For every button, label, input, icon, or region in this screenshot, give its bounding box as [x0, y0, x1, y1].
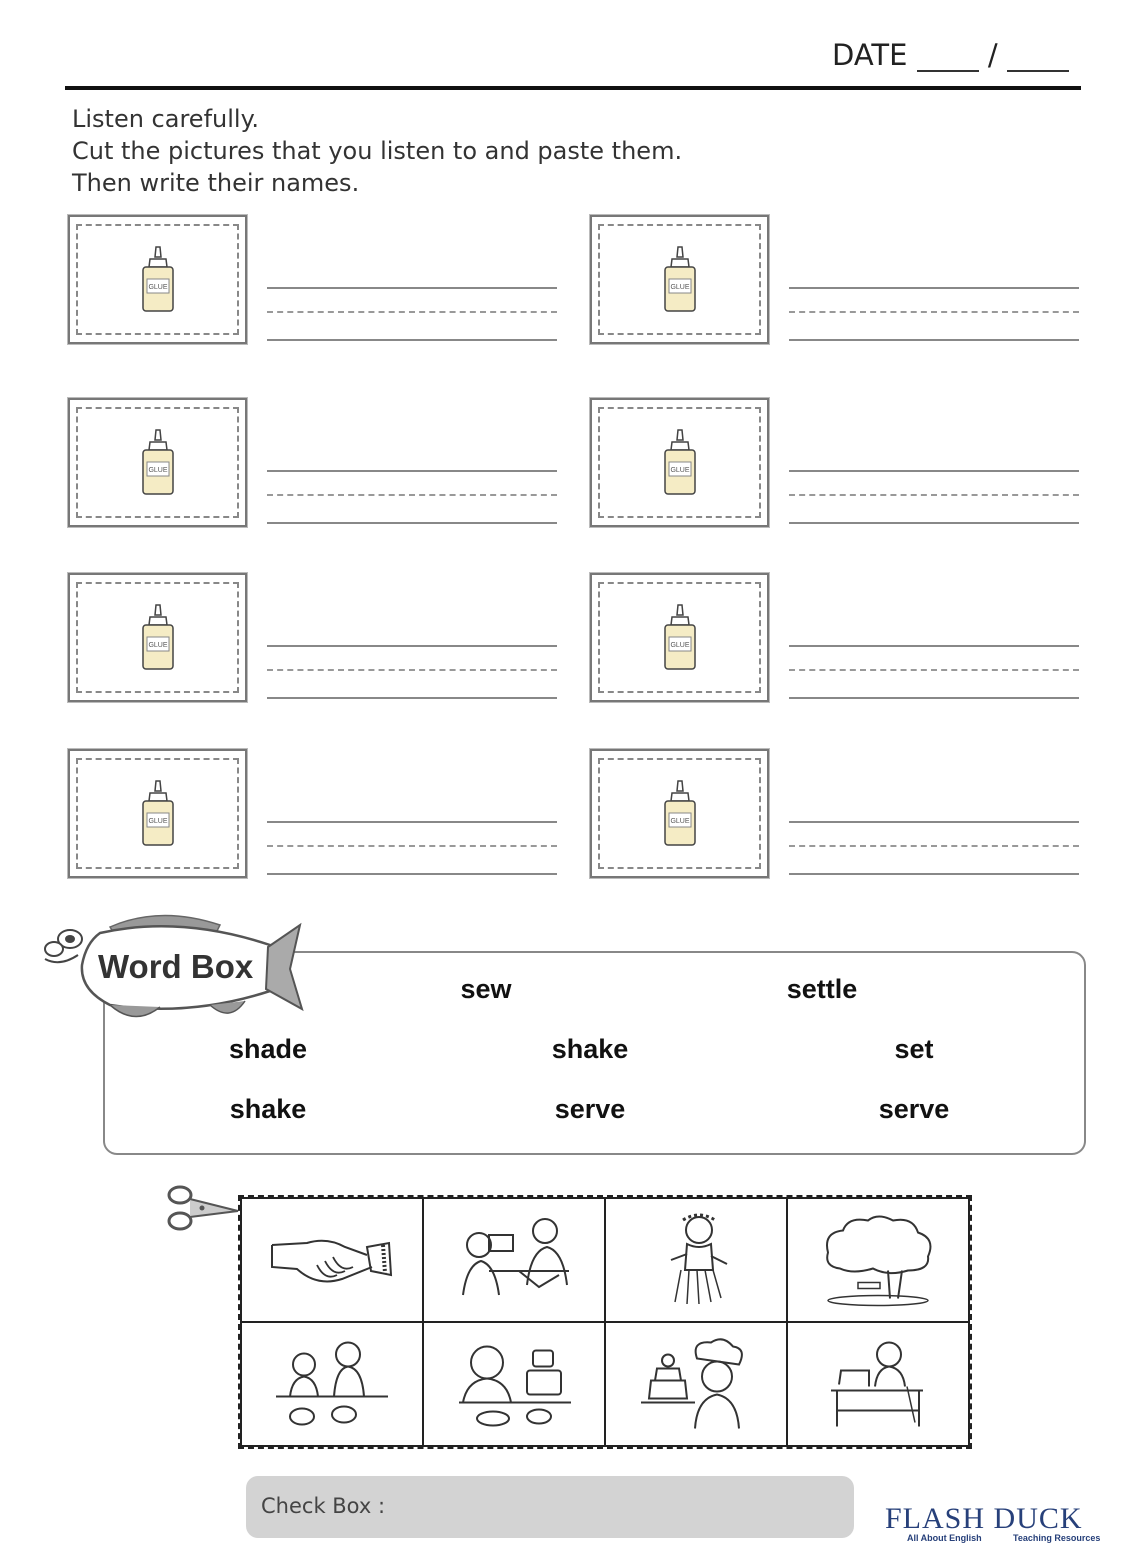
paste-box[interactable]	[589, 397, 770, 528]
glue-label: GLUE	[669, 641, 690, 649]
word-item: shade	[228, 1034, 308, 1064]
boy-with-robot-icon	[449, 1337, 579, 1432]
writing-base-line	[789, 339, 1079, 341]
flash-duck-logo	[885, 1502, 1110, 1548]
paste-box[interactable]	[67, 748, 248, 879]
instruction-line: Cut the pictures that you listen to and paste them.	[72, 137, 683, 165]
paste-box[interactable]	[67, 214, 248, 345]
paste-box[interactable]	[589, 214, 770, 345]
boy-with-robot-picture[interactable]	[423, 1322, 605, 1446]
date-separator: /	[987, 38, 998, 72]
logo-tagline-left: All About English	[907, 1533, 982, 1543]
writing-base-line	[789, 873, 1079, 875]
writing-mid-dashed-line	[789, 311, 1079, 313]
paste-box[interactable]	[67, 572, 248, 703]
tree-with-bench-picture[interactable]	[787, 1198, 969, 1322]
glue-bottle-icon	[660, 603, 700, 673]
writing-top-line	[789, 821, 1079, 823]
glue-label: GLUE	[669, 817, 690, 825]
writing-mid-dashed-line	[789, 669, 1079, 671]
word-item: set	[894, 1034, 934, 1064]
writing-mid-dashed-line	[267, 311, 557, 313]
glue-label: GLUE	[147, 817, 168, 825]
writing-mid-dashed-line	[789, 494, 1079, 496]
glue-bottle-icon	[138, 245, 178, 315]
cut-out-grid	[238, 1195, 972, 1449]
writing-lines[interactable]	[267, 821, 557, 877]
writing-base-line	[267, 522, 557, 524]
date-label: DATE	[832, 38, 908, 72]
tree-icon	[818, 1213, 938, 1308]
date-month-blank[interactable]	[917, 44, 979, 72]
word-item: serve	[554, 1094, 626, 1124]
children-eating-icon	[272, 1337, 392, 1432]
instructions	[72, 103, 682, 199]
logo-tagline-right: Teaching Resources	[1013, 1533, 1101, 1543]
children-eating-picture[interactable]	[241, 1322, 423, 1446]
writing-top-line	[267, 287, 557, 289]
writing-mid-dashed-line	[267, 845, 557, 847]
word-box-title: Word Box	[98, 948, 254, 985]
writing-mid-dashed-line	[267, 494, 557, 496]
writing-base-line	[267, 697, 557, 699]
header-rule	[65, 86, 1081, 90]
office-workers-icon	[449, 1215, 579, 1305]
handshake-icon	[267, 1225, 397, 1295]
chef-with-cake-picture[interactable]	[605, 1322, 787, 1446]
paste-box[interactable]	[589, 748, 770, 879]
word-item: shake	[229, 1094, 307, 1124]
writing-base-line	[267, 873, 557, 875]
writing-lines[interactable]	[789, 470, 1079, 526]
logo-brand: FLASH DUCK	[885, 1502, 1083, 1535]
writing-base-line	[267, 339, 557, 341]
instruction-line: Then write their names.	[72, 169, 360, 197]
writing-base-line	[789, 522, 1079, 524]
glue-label: GLUE	[147, 466, 168, 474]
paste-box[interactable]	[67, 397, 248, 528]
writing-lines[interactable]	[789, 287, 1079, 343]
hula-dancer-icon	[651, 1210, 741, 1310]
writing-mid-dashed-line	[789, 845, 1079, 847]
writing-lines[interactable]	[789, 821, 1079, 877]
hula-dancer-picture[interactable]	[605, 1198, 787, 1322]
writing-top-line	[789, 287, 1079, 289]
scissors-icon	[166, 1183, 240, 1233]
office-workers-picture[interactable]	[423, 1198, 605, 1322]
check-box-label: Check Box :	[261, 1494, 386, 1518]
glue-label: GLUE	[669, 283, 690, 291]
date-field	[832, 38, 1069, 72]
word-item: serve	[878, 1094, 950, 1124]
writing-top-line	[789, 470, 1079, 472]
glue-label: GLUE	[147, 283, 168, 291]
glue-bottle-icon	[660, 245, 700, 315]
glue-bottle-icon	[138, 603, 178, 673]
instruction-line: Listen carefully.	[72, 105, 259, 133]
writing-lines[interactable]	[789, 645, 1079, 701]
word-item: settle	[786, 974, 858, 1004]
glue-label: GLUE	[669, 466, 690, 474]
writing-lines[interactable]	[267, 645, 557, 701]
glue-bottle-icon	[138, 779, 178, 849]
writing-top-line	[267, 821, 557, 823]
glue-bottle-icon	[660, 428, 700, 498]
word-item: sew	[460, 974, 512, 1004]
writing-top-line	[267, 470, 557, 472]
writing-lines[interactable]	[267, 470, 557, 526]
paste-box[interactable]	[589, 572, 770, 703]
writing-base-line	[789, 697, 1079, 699]
word-item: shake	[551, 1034, 629, 1064]
glue-label: GLUE	[147, 641, 168, 649]
writing-top-line	[789, 645, 1079, 647]
writing-top-line	[267, 645, 557, 647]
girl-at-sewing-machine-icon	[823, 1337, 933, 1432]
writing-mid-dashed-line	[267, 669, 557, 671]
date-day-blank[interactable]	[1007, 44, 1069, 72]
handshake-picture[interactable]	[241, 1198, 423, 1322]
glue-bottle-icon	[660, 779, 700, 849]
glue-bottle-icon	[138, 428, 178, 498]
writing-lines[interactable]	[267, 287, 557, 343]
check-box[interactable]	[246, 1476, 854, 1538]
girl-at-sewing-machine-picture[interactable]	[787, 1322, 969, 1446]
chef-with-cake-icon	[631, 1337, 761, 1432]
